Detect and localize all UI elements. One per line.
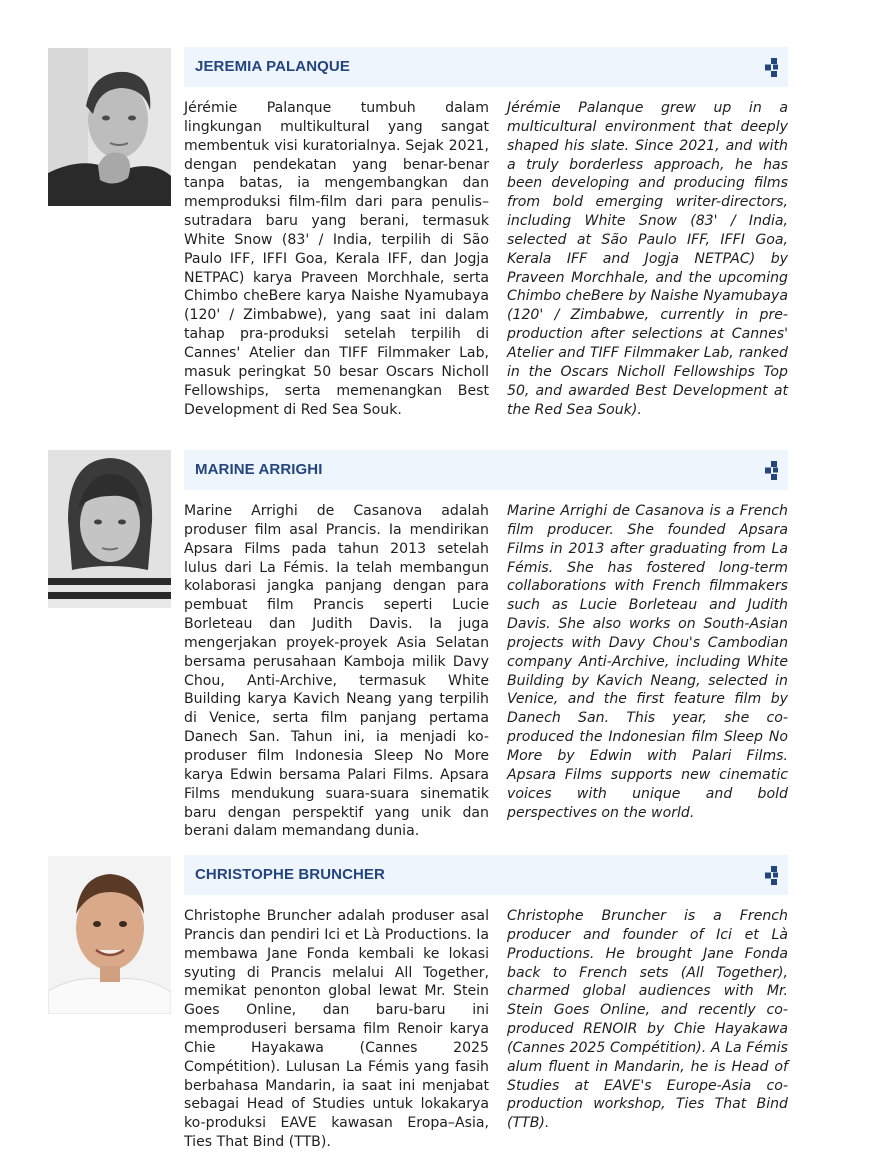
portrait-image [48, 48, 171, 206]
portrait-image [48, 450, 171, 608]
bio-indonesian: Marine Arrighi de Casanova adalah produser film asal Prancis. Ia mendirikan Apsara Films pada tahun 2013 setelah lulus dari La Fémis. Ia telah membangun kolaborasi jangka panjang dengan para pembuat film Prancis seperti Lucie Borleteau dan Judith Davis. Ia juga mengerjakan proyek-proyek Asia Selatan bersama perusahaan Kamboja milik Davy Chou, Anti-Archive, termasuk White Building karya Kavich Neang yang terpilih di Venice, serta film panjang pertama Danech San. Tahun ini, ia menjadi ko-produser film Indonesia Sleep No More karya Edwin bersama Palari Films. Apsara Films mendukung suara-suara sinematik baru dengan perspektif yang unik dan berani dalam memandang dunia. [184, 503, 489, 840]
profile-photo [48, 48, 171, 206]
bio-indonesian: Jérémie Palanque tumbuh dalam lingkungan multikultural yang sangat membentuk visi kuratorialnya. Sejak 2021, dengan pendekatan yang benar-benar tanpa batas, ia mengembangkan dan memproduksi film-film dari para penulis–sutradara baru yang berani, termasuk White Snow (83' / India, terpilih di São Paulo IFF, IFFI Goa, Kerala IFF, dan Jogja NETPAC) karya Praveen Morchhale, serta Chimbo cheBere karya Naishe Nyamubaya (120' / Zimbabwe), yang saat ini dalam tahap pra-produksi setelah terpilih di Cannes' Atelier dan TIFF Filmmaker Lab, masuk peringkat 50 besar Oscars Nicholl Fellowships, serta memenangkan Best Development di Red Sea Souk. [184, 100, 489, 418]
profile-photo [48, 856, 171, 1014]
bio-indonesian: Christophe Bruncher adalah produser asal Prancis dan pendiri Ici et Là Productions. Ia membawa Jane Fonda kembali ke lokasi syuting di Prancis melalui All Together, memikat penonton global lewat Mr. Stein Goes Online, dan baru-baru ini memproduseri bersama film Renoir karya Chie Hayakawa (Cannes 2025 Compétition). Lulusan La Fémis yang fasih berbahasa Mandarin, ia saat ini menjabat sebagai Head of Studies untuk lokakarya ko-produksi EAVE kawasan Eropa–Asia, Ties That Bind (TTB). [184, 908, 489, 1151]
share-icon[interactable] [763, 866, 779, 885]
profile-name: MARINE ARRIGHI [195, 461, 323, 478]
name-bar [184, 47, 788, 87]
name-bar [184, 450, 788, 490]
profile-name: JEREMIA PALANQUE [195, 58, 350, 75]
bio-english: Marine Arrighi de Casanova is a French film producer. She founded Apsara Films in 2013 after graduating from La Fémis. She has fostered long-term collaborations with French filmmakers such as Lucie Borleteau and Judith Davis. She also works on South-Asian projects with Davy Chou's Cambodian company Anti-Archive, including White Building by Kavich Neang, selected in Venice, and the first feature film by Danech San. This year, she co-produced the Indonesian film Sleep No More by Edwin with Palari Films. Apsara Films supports new cinematic voices with unique and bold perspectives on the world. [507, 503, 788, 821]
bio-english: Christophe Bruncher is a French producer and founder of Ici et Là Productions. He brought Jane Fonda back to French sets (All Together), charmed global audiences with Mr. Stein Goes Online, and recently co-produced RENOIR by Chie Hayakawa (Cannes 2025 Compétition). A La Fémis alum fluent in Mandarin, he is Head of Studies at EAVE's Europe-Asia co-production workshop, Ties That Bind (TTB). [507, 908, 788, 1132]
profile-photo [48, 450, 171, 608]
profile-name: CHRISTOPHE BRUNCHER [195, 866, 385, 883]
name-bar [184, 855, 788, 895]
share-icon[interactable] [763, 58, 779, 77]
share-icon[interactable] [763, 461, 779, 480]
bio-english: Jérémie Palanque grew up in a multicultural environment that deeply shaped his slate. Since 2021, and with a truly borderless approach, he has been developing and producing films from bold emerging writer-directors, including White Snow (83' / India, selected at São Paulo IFF, IFFI Goa, Kerala IFF and Jogja NETPAC) by Praveen Morchhale, and the upcoming Chimbo cheBere by Naishe Nyamubaya (120' / Zimbabwe, currently in pre-production after selections at Cannes' Atelier and TIFF Filmmaker Lab, ranked in the Oscars Nicholl Fellowships Top 50, and awarded Best Development at the Red Sea Souk). [507, 100, 788, 418]
portrait-image [48, 856, 171, 1014]
